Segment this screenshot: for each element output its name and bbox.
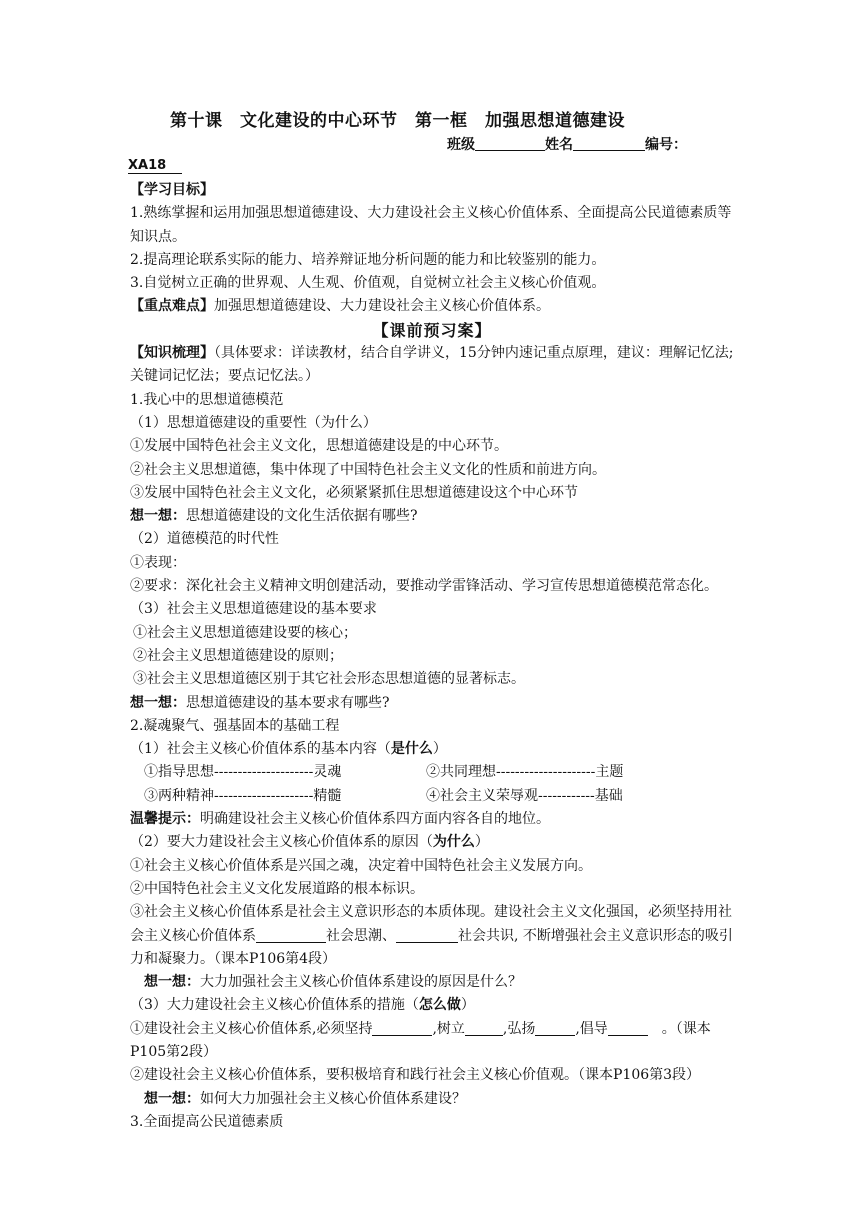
content-cell: ④社会主义荣辱观------------基础: [426, 787, 623, 804]
subsection-2-2-emphasis: 为什么: [432, 834, 475, 851]
goals-heading: 【学习目标】: [130, 182, 214, 198]
fill-blank[interactable]: [465, 1020, 503, 1036]
subsection-2-2-end: ）: [474, 834, 489, 851]
think-label: 想一想：: [130, 508, 186, 525]
preview-heading: 【课前预习案】: [372, 320, 492, 340]
subsection-2-3-text: （3）大力建设社会主义核心价值体系的措施（: [130, 997, 419, 1014]
section-1-title: 1.我心中的思想道德模范: [130, 391, 284, 408]
list-item: ②社会主义思想道德建设的原则；: [133, 647, 343, 664]
class-blank[interactable]: [475, 136, 545, 151]
content-cell: ③两种精神---------------------精髓: [144, 787, 342, 804]
subsection-2-1-emphasis: 是什么: [390, 741, 433, 758]
think-text: 思想道德建设的基本要求有哪些?: [186, 694, 390, 711]
name-blank[interactable]: [573, 136, 645, 151]
name-label: 姓名: [545, 137, 573, 153]
list-item-text: ,树立: [432, 1020, 465, 1037]
subsection-2-1-end: ）: [432, 741, 447, 758]
content-cell: ①指导思想---------------------灵魂: [144, 764, 342, 781]
knowledge-intro: [130, 342, 734, 389]
subsection-1-1: （1）思想道德建设的重要性（为什么）: [130, 414, 377, 431]
number-label: 编号：: [645, 137, 687, 153]
tip-line: [130, 808, 734, 831]
subsection-2-2: [130, 831, 734, 854]
list-item: ①表现：: [130, 554, 186, 571]
worksheet-body: [130, 179, 734, 1134]
list-item-text: ,倡导: [575, 1020, 608, 1037]
class-label: 班级: [447, 137, 475, 153]
subsection-2-3-emphasis: 怎么做: [418, 997, 461, 1014]
goal-item: 2.提高理论联系实际的能力、培养辩证地分析问题的能力和比较鉴别的能力。: [130, 251, 606, 268]
tip-text: 明确建设社会主义核心价值体系四方面内容各自的地位。: [200, 811, 550, 828]
goal-item: 1.熟练掌握和运用加强思想道德建设、大力建设社会主义核心价值体系、全面提高公民道德素质等知识点。: [130, 205, 732, 245]
think-label: 想一想：: [144, 974, 200, 991]
lesson-title: 第十课 文化建设的中心环节 第一框 加强思想道德建设: [170, 111, 625, 131]
list-item-text: ①建设社会主义核心价值体系,必须坚持: [130, 1020, 373, 1037]
fill-blank[interactable]: [608, 1020, 648, 1036]
list-item: ①发展中国特色社会主义文化，思想道德建设是的中心环节。: [130, 438, 508, 455]
think-text: 思想道德建设的文化生活依据有哪些?: [186, 508, 418, 525]
list-item-with-blanks: [130, 901, 734, 971]
content-row: [130, 785, 734, 808]
list-item-with-blanks: [130, 1018, 734, 1065]
list-item-text: 社会共识, 不断增强社会主义意识形态的吸引力和凝聚力。（课本P106第4段）: [130, 927, 733, 967]
knowledge-text: （具体要求：详读教材，结合自学讲义，15分钟内速记重点原理，建议：理解记忆法;关键词记忆法；要点记忆法。）: [130, 345, 734, 385]
content-row: [130, 761, 734, 784]
fill-blank[interactable]: [256, 927, 326, 943]
think-text: 大力加强社会主义核心价值体系建设的原因是什么？: [200, 974, 522, 991]
list-item: ①社会主义思想道德建设要的核心；: [133, 624, 357, 641]
list-item: ③社会主义思想道德区别于其它社会形态思想道德的显著标志。: [133, 671, 525, 688]
list-item-text: ③社会主义核心价值体系是社会主义意识形态的本质体现。建设社会主义文化强国，必须坚持用社会主义核心价值体系: [130, 904, 732, 944]
list-item-text: ,弘扬: [502, 1020, 536, 1037]
fill-blank[interactable]: [535, 1020, 575, 1036]
subsection-2-2-text: （2）要大力建设社会主义核心价值体系的原因（: [130, 834, 433, 851]
list-item: ②建设社会主义核心价值体系，要积极培育和践行社会主义核心价值观。（课本P106第3段）: [130, 1067, 701, 1084]
key-text: 加强思想道德建设、大力建设社会主义核心价值体系。: [214, 298, 550, 315]
list-item: ③发展中国特色社会主义文化，必须紧紧抓住思想道德建设这个中心环节: [130, 484, 578, 501]
fill-blank[interactable]: [372, 1020, 432, 1036]
list-item-text: 社会思潮、: [326, 927, 396, 944]
subsection-1-2: （2）道德模范的时代性: [130, 531, 279, 548]
think-prompt: [130, 505, 734, 528]
key-points: [130, 295, 734, 318]
document-code: XA18: [128, 158, 182, 174]
list-item: ①社会主义核心价值体系是兴国之魂，决定着中国特色社会主义发展方向。: [130, 857, 592, 874]
subsection-2-1-text: （1）社会主义核心价值体系的基本内容（: [130, 741, 391, 758]
fill-blank[interactable]: [396, 927, 458, 943]
tip-label: 温馨提示：: [130, 811, 200, 828]
section-3-title: 3.全面提高公民道德素质: [130, 1113, 284, 1130]
subsection-2-1: [130, 738, 734, 761]
think-prompt: [130, 971, 734, 994]
key-label: 【重点难点】: [130, 298, 214, 315]
think-label: 想一想：: [144, 1090, 200, 1107]
subsection-2-3: [130, 994, 734, 1017]
list-item-text: 。（课本P105第2段）: [130, 1020, 711, 1060]
student-info-line: [447, 134, 687, 154]
section-2-title: 2.凝魂聚气、强基固本的基础工程: [130, 717, 340, 734]
subsection-1-3: （3）社会主义思想道德建设的基本要求: [130, 601, 377, 618]
list-item: ②要求：深化社会主义精神文明创建活动，要推动学雷锋活动、学习宣传思想道德模范常态化。: [130, 578, 718, 595]
list-item: ②中国特色社会主义文化发展道路的根本标识。: [130, 880, 424, 897]
goal-item: 3.自觉树立正确的世界观、人生观、价值观，自觉树立社会主义核心价值观。: [130, 275, 606, 292]
subsection-2-3-end: ）: [460, 997, 475, 1014]
content-cell: ②共同理想---------------------主题: [426, 764, 624, 781]
knowledge-label: 【知识梳理】: [130, 345, 214, 362]
think-label: 想一想：: [130, 694, 186, 711]
think-text: 如何大力加强社会主义核心价值体系建设？: [200, 1090, 466, 1107]
think-prompt: [130, 692, 734, 715]
list-item: ②社会主义思想道德，集中体现了中国特色社会主义文化的性质和前进方向。: [130, 461, 606, 478]
think-prompt: [130, 1088, 734, 1111]
